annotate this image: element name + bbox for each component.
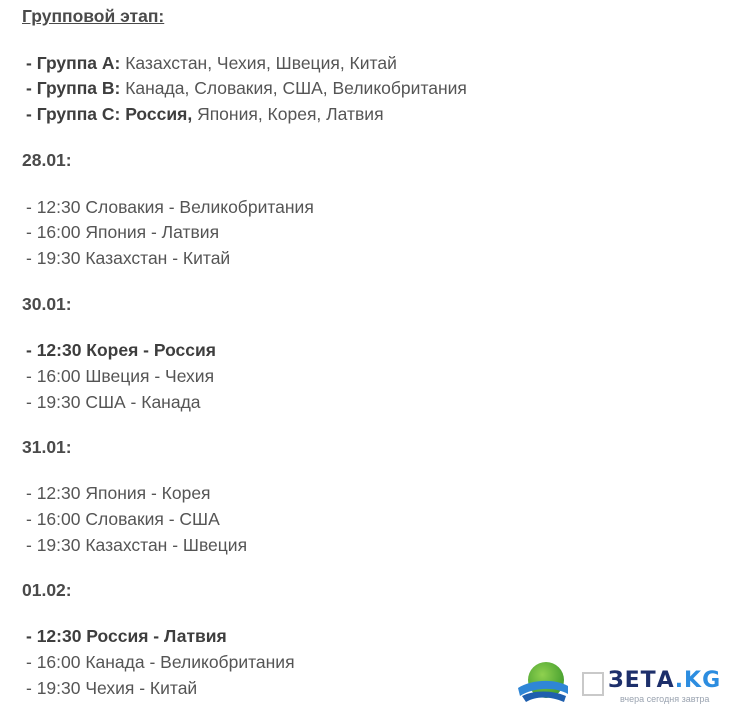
date-heading: 28.01: bbox=[22, 150, 72, 170]
brand-name: ЗЕТА.KG bbox=[608, 668, 722, 693]
group-line bbox=[26, 77, 467, 99]
group-line bbox=[26, 103, 384, 125]
date-heading: 31.01: bbox=[22, 437, 72, 457]
match-line: - 16:00 Словакия - США bbox=[26, 509, 220, 529]
match-line: - 19:30 Казахстан - Швеция bbox=[26, 535, 248, 555]
brand-domain: .KG bbox=[674, 668, 722, 693]
match-line: - 16:00 Канада - Великобритания bbox=[26, 652, 295, 672]
globe-icon bbox=[516, 660, 568, 706]
group-label: - Группа С: Россия, bbox=[26, 104, 193, 124]
match-line: - 19:30 Чехия - Китай bbox=[26, 678, 198, 698]
match-line: - 12:30 Словакия - Великобритания bbox=[26, 197, 314, 217]
brand-tagline: вчера сегодня завтра bbox=[620, 694, 710, 704]
match-line: - 16:00 Япония - Латвия bbox=[26, 222, 220, 242]
match-line: - 12:30 Корея - Россия bbox=[26, 340, 216, 360]
group-label: - Группа В: bbox=[26, 78, 121, 98]
match-line: - 12:30 Япония - Корея bbox=[26, 483, 211, 503]
match-line: - 19:30 США - Канада bbox=[26, 392, 201, 412]
watermark-logo bbox=[516, 660, 732, 708]
match-line: - 19:30 Казахстан - Китай bbox=[26, 248, 231, 268]
group-teams: Казахстан, Чехия, Швеция, Китай bbox=[120, 53, 397, 73]
date-heading: 01.02: bbox=[22, 580, 72, 600]
group-teams: Япония, Корея, Латвия bbox=[192, 104, 384, 124]
section-heading: Групповой этап: bbox=[22, 6, 165, 26]
group-line bbox=[26, 52, 397, 74]
match-line: - 16:00 Швеция - Чехия bbox=[26, 366, 215, 386]
hourglass-icon bbox=[582, 672, 604, 696]
date-heading: 30.01: bbox=[22, 294, 72, 314]
match-line: - 12:30 Россия - Латвия bbox=[26, 626, 227, 646]
group-teams: Канада, Словакия, США, Великобритания bbox=[120, 78, 467, 98]
group-label: - Группа А: bbox=[26, 53, 121, 73]
